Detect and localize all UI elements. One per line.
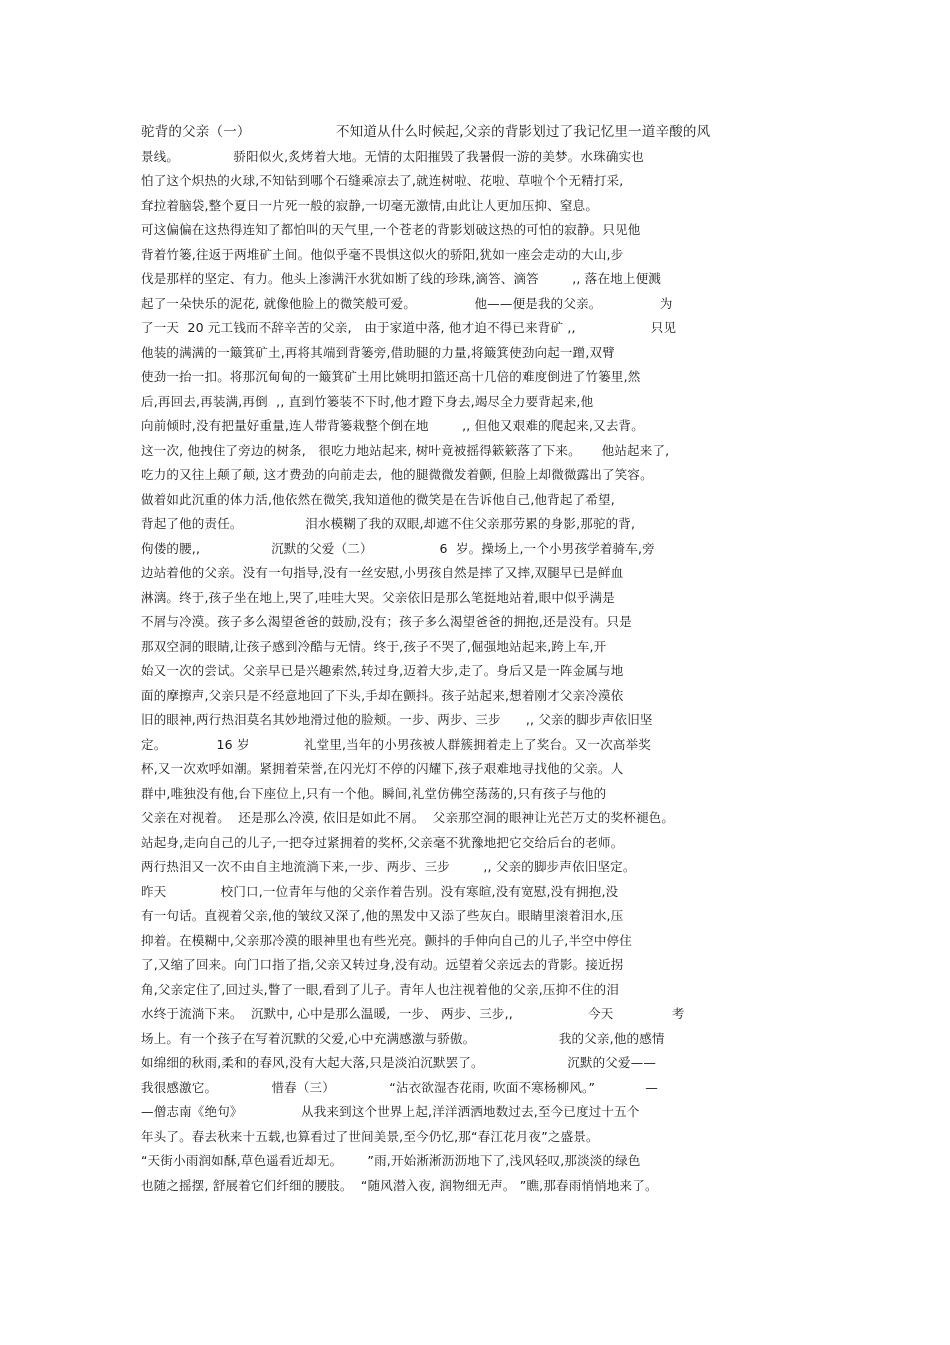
text-line: 我很感激它。 惜春（三） “沾衣欲湿杏花雨, 吹面不寒杨柳风。” — [141,1079,658,1095]
text-line: 了一天 20 元工钱而不辞辛苦的父亲, 由于家道中落, 他才迫不得已来背矿 ,, 只见 [141,320,677,335]
text-line: 背起了他的责任。 泪水模糊了我的双眼,却遮不住父亲那劳累的身影,那驼的背, [141,516,636,531]
text-line: 做着如此沉重的体力活,他依然在微笑,我知道他的微笑是在告诉他自己,他背起了希望, [141,491,615,507]
text-line: 如绵细的秋雨,柔和的春风,没有大起大落,只是淡泊沉默罢了。 沉默的父爱—— [141,1055,657,1070]
text-line: 他装的满满的一簸箕矿土,再将其端到背篓旁,借助腿的力量,将簸箕使劲向起一蹭,双臂 [141,344,615,360]
text-line: 淋漓。终于,孩子坐在地上,哭了,哇哇大哭。父亲依旧是那么笔挺地站着,眼中似乎满是 [141,589,615,605]
text-line: 旧的眼神,两行热泪莫名其妙地滑过他的脸颊。一步、两步、三步 ,, 父亲的脚步声依旧坚 [141,712,653,727]
text-line: 向前倾时,没有把量好重量,连人带背篓栽整个倒在地 ,, 但他又艰难的爬起来,又去背。 [141,418,644,433]
text-line: 昨天 校门口,一位青年与他的父亲作着告别。没有寒暄,没有宽慰,没有拥抱,没 [141,883,619,899]
text-line: 后,再回去,再装满,再倒 ,, 直到竹篓装不下时,他才蹬下身去,竭尽全力要背起来,他 [141,393,594,409]
text-line: 边站着他的父亲。没有一句指导,没有一丝安慰,小男孩自然是摔了又摔,双腿早已是鲜血 [141,565,624,580]
text-line: 吃力的又往上颠了颠, 这才费劲的向前走去, 他的腿微微发着颤, 但脸上却微微露出了笑容。 [141,467,653,482]
text-line: 不屑与冷漠。孩子多么渴望爸爸的鼓励,没有；孩子多么渴望爸爸的拥抱,还是没有。只是 [141,614,632,629]
text-line: 群中,唯独没有他,台下座位上,只有一个他。瞬间,礼堂仿佛空荡荡的,只有孩子与他的 [141,785,607,801]
text-line: 怕了这个炽热的火球,不知钻到哪个石缝乘凉去了,就连树啦、花啦、草啦个个无精打采, [141,173,624,188]
text-line: 面的摩擦声,父亲只是不经意地回了下头,手却在颤抖。孩子站起来,想着刚才父亲冷漠依 [141,687,624,703]
text-line: 那双空洞的眼睛,让孩子感到冷酷与无情。终于,孩子不哭了,倔强地站起来,跨上车,开 [141,638,607,654]
text-line: —僧志南《绝句》 从我来到这个世界上起,洋洋洒洒地数过去,至今已度过十五个 [141,1104,640,1119]
text-line: 站起身,走向自己的儿子,一把夺过紧拥着的奖杯,父亲毫不犹豫地把它交给后台的老师。 [141,834,624,850]
text-line: 定。 16 岁 礼堂里,当年的小男孩被人群簇拥着走上了奖台。又一次高举奖 [141,736,651,752]
text-line: “天街小雨润如酥,草色遥看近却无。 ”雨,开始淅淅沥沥地下了,浅风轻叹,那淡淡的绿色 [141,1153,641,1168]
text-line: 也随之摇摆, 舒展着它们纤细的腰肢。 “随风潜入夜, 润物细无声。 ”瞧,那春雨悄悄地来了。 [141,1177,658,1193]
text-line: 水终于流淌下来。 沉默中, 心中是那么温暖, 一步、 两步、三步,, 今天 考 [141,1006,685,1021]
text-line: 可这偏偏在这热得连知了都怕叫的天气里,一个苍老的背影划破这热的可怕的寂静。只见他 [141,222,641,237]
text-line: 抑着。在模糊中,父亲那冷漠的眼神里也有些光亮。颤抖的手伸向自己的儿子,半空中停住 [141,932,632,948]
text-line: 始又一次的尝试。父亲早已是兴趣索然,转过身,迈着大步,走了。身后又是一阵金属与地 [141,663,624,678]
text-line: 两行热泪又一次不由自主地流淌下来,一步、两步、三步 ,, 父亲的脚步声依旧坚定。 [141,859,636,874]
text-line: 佝偻的腰,, 沉默的父爱（二） 6 岁。操场上,一个小男孩学着骑车,旁 [141,540,655,556]
text-line: 有一句话。直视着父亲,他的皱纹又深了,他的黑发中又添了些灰白。眼睛里滚着泪水,压 [141,908,624,923]
text-line: 背着竹篓,往返于两堆矿土间。他似乎毫不畏惧这似火的骄阳,犹如一座会走动的大山,步 [141,246,624,262]
text-line: 杯,又一次欢呼如潮。紧拥着荣誉,在闪光灯不停的闪耀下,孩子艰难地寻找他的父亲。人 [141,761,624,776]
text-line: 年头了。春去秋来十五载,也算看过了世间美景,至今仍忆,那“春江花月夜”之盛景。 [141,1128,599,1144]
text-line: 使劲一抬一扣。将那沉甸甸的一簸箕矿土用比姚明扣篮还高十几倍的难度倒进了竹篓里,然 [141,369,641,384]
essay-body [141,120,811,1198]
text-line: 角,父亲定住了,回过头,瞥了一眼,看到了儿子。青年人也注视着他的父亲,压抑不住的泪 [141,981,620,997]
text-line: 驼背的父亲（一） 不知道从什么时候起,父亲的背影划过了我记忆里一道辛酸的风 [141,124,711,140]
text-line: 场上。有一个孩子在写着沉默的父爱,心中充满感激与骄傲。 我的父亲,他的感情 [141,1030,665,1046]
text-line: 了,又缩了回来。向门口指了指,父亲又转过身,没有动。远望着父亲远去的背影。接近拐 [141,957,624,972]
text-line: 这一次, 他拽住了旁边的树条, 很吃力地站起来, 树叶竟被摇得簌簌落了下来。 他站起来了, [141,442,670,458]
text-line: 景线。 骄阳似火,炙烤着大地。无情的太阳摧毁了我暑假一游的美梦。水珠确实也 [141,148,644,164]
text-line: 伐是那样的坚定、有力。他头上渗满汗水犹如断了线的珍珠,滴答、滴答 ,, 落在地上便溅 [141,271,661,286]
text-line: 父亲在对视着。 还是那么冷漠, 依旧是如此不屑。 父亲那空洞的眼神让光芒万丈的奖杯褪色。 [141,810,675,825]
text-line: 耷拉着脑袋,整个夏日一片死一般的寂静,一切毫无激情,由此让人更加压抑、窒息。 [141,197,599,213]
text-line: 起了一朵快乐的泥花, 就像他脸上的微笑般可爱。 他——便是我的父亲。 为 [141,295,673,311]
